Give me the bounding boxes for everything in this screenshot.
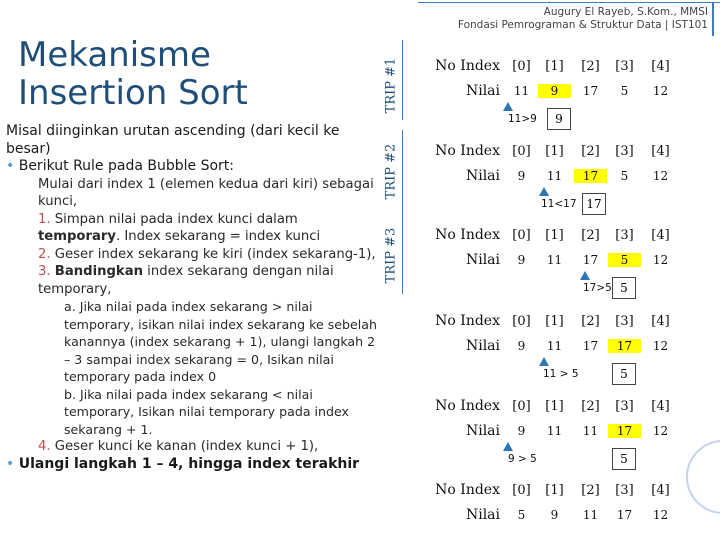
index-cell: [4] — [651, 314, 670, 329]
intro-text: Misal diinginkan urutan ascending (dari kecil ke besar) — [6, 123, 340, 157]
step-3-number: 3. — [38, 264, 51, 279]
index-label: No Index — [435, 143, 500, 159]
temporary-value-box: 17 — [582, 193, 606, 215]
step-3 — [6, 263, 380, 298]
trip-label-2 — [380, 134, 402, 208]
step-1-text: Simpan nilai pada index kunci dalam — [54, 211, 298, 227]
step-4-number: 4. — [38, 439, 51, 454]
index-cell: [0] — [512, 228, 531, 243]
value-cell: 17 — [582, 253, 599, 267]
value-cell: 11 — [546, 339, 563, 353]
trip-label-1 — [380, 50, 402, 120]
index-cell: [2] — [581, 228, 600, 243]
value-cell: 17 — [608, 424, 641, 438]
comparison-note: 9 > 5 — [508, 453, 537, 465]
value-cell: 5 — [608, 253, 641, 267]
value-cell: 11 — [582, 424, 599, 438]
value-label: Nilai — [465, 423, 500, 439]
header-author: Augury El Rayeb, S.Kom., MMSI — [543, 6, 708, 18]
value-label: Nilai — [465, 338, 500, 354]
value-cell: 9 — [517, 424, 526, 438]
value-cell: 9 — [538, 84, 571, 98]
index-cell: [4] — [651, 483, 670, 498]
value-cell: 11 — [546, 169, 563, 183]
index-cell: [1] — [545, 144, 564, 159]
trip-label-3 — [380, 218, 402, 292]
step-2-number: 2. — [38, 246, 51, 262]
temporary-value-box: 9 — [547, 108, 571, 130]
index-cell: [0] — [512, 314, 531, 329]
value-cell: 12 — [652, 339, 669, 353]
index-cell: [1] — [545, 399, 564, 414]
index-cell: [0] — [512, 59, 531, 74]
value-label: Nilai — [465, 83, 500, 99]
value-cell: 17 — [582, 84, 599, 98]
index-cell: [2] — [581, 399, 600, 414]
step-3-bold: Bandingkan — [54, 264, 143, 279]
index-cell: [1] — [545, 483, 564, 498]
index-cell: [1] — [545, 314, 564, 329]
title-line-2: Insertion Sort — [18, 73, 248, 113]
temporary-value-box: 5 — [612, 363, 636, 385]
value-cell: 12 — [652, 424, 669, 438]
slide-title — [18, 36, 248, 112]
header-course: Fondasi Pemrograman & Struktur Data | IST101 — [457, 19, 708, 31]
index-cell: [3] — [615, 59, 634, 74]
index-cell: [3] — [615, 314, 634, 329]
trip-3-text: TRIP #3 — [383, 227, 399, 283]
index-cell: [0] — [512, 399, 531, 414]
title-line-1: Mekanisme — [18, 35, 211, 75]
header — [412, 2, 720, 36]
value-cell: 17 — [574, 169, 607, 183]
value-cell: 9 — [517, 339, 526, 353]
step-2 — [6, 246, 380, 264]
index-cell: [3] — [615, 399, 634, 414]
index-cell: [1] — [545, 59, 564, 74]
index-cell: [4] — [651, 59, 670, 74]
value-cell: 17 — [616, 508, 633, 522]
trip-2-text: TRIP #2 — [383, 143, 399, 199]
pointer-arrow-icon — [503, 442, 513, 451]
trip-divider-1 — [402, 40, 403, 120]
value-label: Nilai — [465, 252, 500, 268]
comparison-note: 11>9 — [508, 113, 537, 125]
index-label: No Index — [435, 482, 500, 498]
index-cell: [2] — [581, 314, 600, 329]
comparison-note: 11 > 5 — [543, 368, 579, 380]
step-1-rest: . Index sekarang = index kunci — [116, 229, 321, 244]
index-cell: [2] — [581, 144, 600, 159]
value-cell: 9 — [517, 253, 526, 267]
value-cell: 11 — [546, 253, 563, 267]
value-label: Nilai — [465, 507, 500, 523]
index-cell: [3] — [615, 144, 634, 159]
header-text — [458, 6, 708, 32]
value-cell: 12 — [652, 169, 669, 183]
index-label: No Index — [435, 227, 500, 243]
repeat-bullet — [6, 456, 380, 474]
step-1 — [6, 211, 380, 246]
rule-text: Berikut Rule pada Bubble Sort: — [18, 158, 234, 174]
value-cell: 11 — [513, 84, 530, 98]
value-cell: 9 — [550, 508, 559, 522]
temporary-value-box: 5 — [612, 448, 636, 470]
temporary-value-box: 5 — [612, 277, 636, 299]
pointer-arrow-icon — [503, 102, 513, 111]
step-1-bold: temporary — [38, 229, 116, 244]
repeat-text: Ulangi langkah 1 – 4, hingga index terakhir — [18, 455, 360, 472]
index-cell: [2] — [581, 59, 600, 74]
value-cell: 5 — [620, 84, 629, 98]
index-cell: [1] — [545, 228, 564, 243]
value-cell: 11 — [546, 424, 563, 438]
step-3-text: index sekarang dengan nilai temporary, — [38, 264, 334, 297]
value-cell: 12 — [652, 508, 669, 522]
index-cell: [4] — [651, 228, 670, 243]
value-cell: 12 — [652, 84, 669, 98]
value-label: Nilai — [465, 168, 500, 184]
index-cell: [4] — [651, 399, 670, 414]
value-cell: 9 — [517, 169, 526, 183]
header-rule — [418, 2, 720, 3]
value-cell: 11 — [582, 508, 599, 522]
pointer-arrow-icon — [539, 187, 549, 196]
index-cell: [0] — [512, 483, 531, 498]
step-3b: b. Jika nilai pada index sekarang < nilai temporary, Isikan nilai temporary pada index sekarang + 1. — [64, 386, 349, 437]
step-1-number: 1. — [38, 211, 51, 227]
value-cell: 5 — [620, 169, 629, 183]
value-cell: 5 — [517, 508, 526, 522]
step-2-text: Geser index sekarang ke kiri (index sekarang-1), — [54, 246, 376, 262]
index-cell: [3] — [615, 483, 634, 498]
value-cell: 17 — [582, 339, 599, 353]
index-label: No Index — [435, 58, 500, 74]
index-cell: [0] — [512, 144, 531, 159]
index-label: No Index — [435, 398, 500, 414]
step-4 — [6, 438, 380, 456]
step-0: Mulai dari index 1 (elemen kedua dari kiri) sebagai kunci, — [38, 176, 374, 209]
index-cell: [3] — [615, 228, 634, 243]
pointer-arrow-icon — [539, 357, 549, 366]
rule-bullet — [6, 158, 380, 176]
value-cell: 17 — [608, 339, 641, 353]
trip-1-text: TRIP #1 — [383, 57, 399, 113]
index-cell: [2] — [581, 483, 600, 498]
value-cell: 12 — [652, 253, 669, 267]
trip-divider-3 — [402, 214, 403, 294]
header-tick — [712, 2, 714, 36]
pointer-arrow-icon — [580, 271, 590, 280]
index-label: No Index — [435, 313, 500, 329]
university-seal — [686, 440, 720, 514]
comparison-note: 17>5 — [583, 282, 612, 294]
trip-divider-2 — [402, 130, 403, 214]
explanation-text — [6, 123, 380, 473]
step-3a: a. Jika nilai pada index sekarang > nilai temporary, isikan nilai index sekarang ke sebelah kanannya (index sekarang + 1), ulangi langkah 2 – 3 sampai index sekarang = 0, Isikan nilai temporary pada index 0 — [64, 299, 377, 384]
comparison-note: 11<17 — [541, 198, 577, 210]
index-cell: [4] — [651, 144, 670, 159]
step-4-text: Geser kunci ke kanan (index kunci + 1), — [54, 439, 319, 454]
